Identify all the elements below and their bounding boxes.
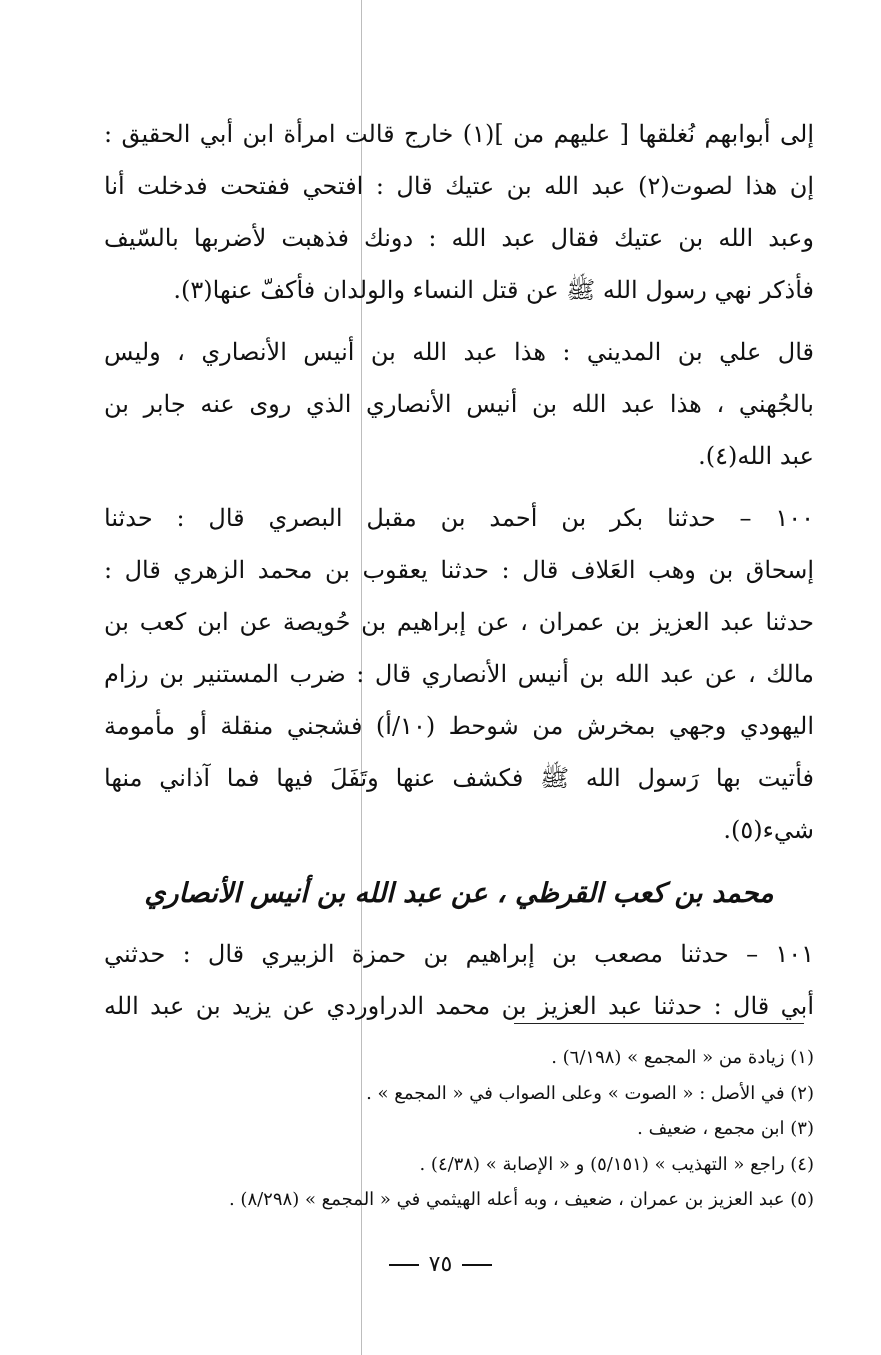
section-heading: محمد بن كعب القرظي ، عن عبد الله بن أنيس الأنصاري: [144, 878, 774, 909]
footnote: (٣) ابن مجمع ، ضعيف .: [637, 1118, 814, 1139]
main-text: [104, 108, 814, 1032]
text-line: فأذكر نهي رسول الله ﷺ عن قتل النساء والولدان فأكفّ عنها(٣).: [173, 276, 814, 304]
text-line: اليهودي وجهي بمخرش من شوحط (١٠/أ) فشجني منقلة أو مأمومة: [104, 712, 814, 740]
paragraph-hadith-101: [104, 928, 814, 1032]
paragraph-2: [104, 326, 814, 482]
text-line: إلى أبوابهم نُغلقها [ عليهم من ](١) خارج قالت امرأة ابن أبي الحقيق :: [104, 120, 814, 148]
footnote-separator: [514, 1023, 804, 1024]
text-line: شيء(٥).: [723, 816, 814, 844]
text-line: إن هذا لصوت(٢) عبد الله بن عتيك قال : افتحي ففتحت فدخلت أنا: [104, 172, 814, 200]
page-number-dash: [462, 1264, 492, 1266]
page-number-value: ٧٥: [428, 1252, 453, 1277]
text-line: أبي قال : حدثنا عبد العزيز بن محمد الدراوردي عن يزيد بن عبد الله: [104, 992, 814, 1020]
text-line: وعبد الله بن عتيك فقال عبد الله : دونك فذهبت لأضربها بالسّيف: [104, 224, 814, 252]
footnote: (٥) عبد العزيز بن عمران ، ضعيف ، وبه أعله الهيثمي في « المجمع » (٨/٢٩٨) .: [228, 1189, 814, 1210]
text-line: عبد الله(٤).: [698, 442, 814, 470]
paragraph-hadith-100: [104, 492, 814, 856]
text-line: ١٠٠ – حدثنا بكر بن أحمد بن مقبل البصري قال : حدثنا: [104, 504, 814, 532]
footnotes: [104, 1040, 814, 1218]
footnote: (١) زيادة من « المجمع » (٦/١٩٨) .: [551, 1047, 814, 1068]
text-line: إسحاق بن وهب العَلاف قال : حدثنا يعقوب بن محمد الزهري قال :: [104, 556, 814, 584]
paragraph-1: [104, 108, 814, 316]
text-line: حدثنا عبد العزيز بن عمران ، عن إبراهيم بن حُويصة عن ابن كعب بن: [104, 608, 814, 636]
text-line: فأتيت بها رَسول الله ﷺ فكشف عنها وتَفَلَ فيها فما آذاني منها: [104, 764, 814, 792]
text-line: قال علي بن المديني : هذا عبد الله بن أنيس الأنصاري ، وليس: [104, 338, 814, 366]
page-number-dash: [389, 1264, 419, 1266]
footnote: (٢) في الأصل : « الصوت » وعلى الصواب في « المجمع » .: [366, 1082, 814, 1104]
text-line: بالجُهني ، هذا عبد الله بن أنيس الأنصاري الذي روى عنه جابر بن: [104, 390, 814, 418]
text-line: مالك ، عن عبد الله بن أنيس الأنصاري قال : ضرب المستنير بن رزام: [104, 660, 814, 688]
footnote: (٤) راجع « التهذيب » (٥/١٥١) و « الإصابة » (٤/٣٨) .: [419, 1153, 814, 1175]
page-number: [0, 1252, 881, 1277]
text-line: ١٠١ – حدثنا مصعب بن إبراهيم بن حمزة الزبيري قال : حدثني: [104, 940, 814, 968]
